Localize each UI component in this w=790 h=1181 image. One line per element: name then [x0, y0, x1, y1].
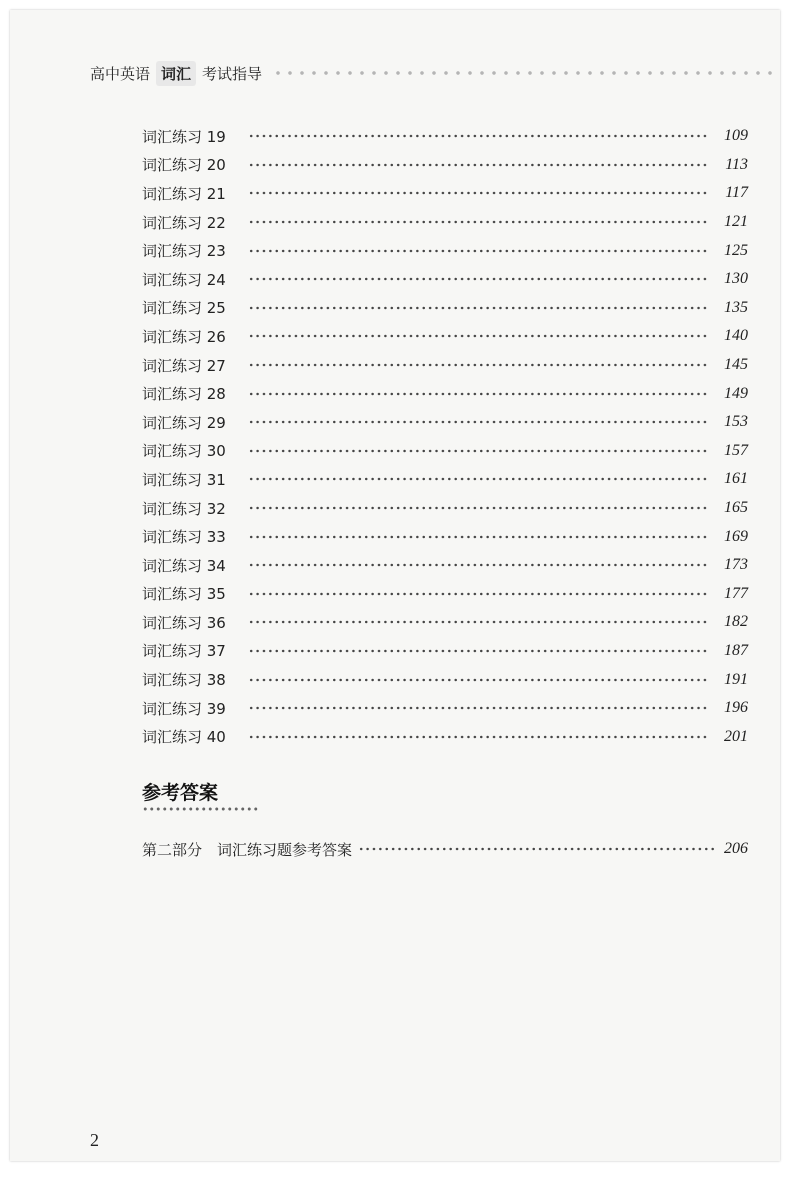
toc-entry-page: 130 [724, 270, 748, 288]
answers-heading: 参考答案 [142, 782, 219, 804]
toc-entry-page: 157 [724, 441, 748, 459]
toc-entry-label: 词汇练习 37 [142, 642, 226, 661]
toc-entry-label: 词汇练习 40 [142, 728, 226, 747]
toc-entry-page: 169 [724, 527, 748, 545]
dot-leader [248, 249, 710, 253]
dot-leader [248, 334, 710, 338]
dot-leader [248, 706, 710, 710]
toc-entry-label: 第二部分 词汇练习题参考答案 [142, 840, 353, 859]
dot-leader [248, 678, 710, 682]
toc-entry-page: 113 [725, 155, 748, 173]
dot-leader [248, 477, 710, 481]
book-page [10, 10, 780, 1161]
toc-entry-label: 词汇练习 25 [142, 299, 226, 318]
dot-leader [248, 535, 710, 539]
toc-entry-page: 153 [724, 413, 748, 431]
toc-entry-page: 187 [724, 641, 748, 659]
dot-leader [248, 163, 710, 167]
toc-entry-label: 词汇练习 30 [142, 442, 226, 461]
dot-leader [248, 277, 710, 281]
toc-entry[interactable] [142, 694, 748, 723]
dot-leader [248, 620, 710, 624]
toc-entry[interactable] [142, 522, 748, 551]
toc-entry-label: 词汇练习 22 [142, 213, 226, 232]
dot-leader [248, 392, 710, 396]
toc-entry-label: 词汇练习 20 [142, 156, 226, 175]
toc-entry[interactable] [142, 494, 748, 523]
toc-entry[interactable] [142, 665, 748, 694]
toc-entry-label: 词汇练习 28 [142, 385, 226, 404]
dot-leader [248, 506, 710, 510]
toc-entry[interactable] [142, 151, 748, 180]
toc-entry-label: 词汇练习 19 [142, 127, 226, 146]
toc-entry[interactable] [142, 351, 748, 380]
page-number: 2 [90, 1130, 99, 1150]
toc-entry-page: 135 [724, 298, 748, 316]
toc-entry[interactable] [142, 408, 748, 437]
toc-entry-label: 词汇练习 33 [142, 528, 226, 547]
toc-entry-label: 词汇练习 34 [142, 556, 226, 575]
dot-leader [248, 420, 710, 424]
toc-entry[interactable] [142, 465, 748, 494]
toc-entry-page: 173 [724, 556, 748, 574]
toc-entry-page: 191 [724, 670, 748, 688]
toc-entry[interactable] [142, 580, 748, 609]
toc-entry-page: 182 [724, 613, 748, 631]
toc-entry[interactable] [142, 294, 748, 323]
dot-leader [358, 847, 716, 851]
toc-entry[interactable] [142, 122, 748, 151]
header-badge: 词汇 [156, 61, 196, 86]
toc-entry-label: 词汇练习 38 [142, 671, 226, 690]
toc-entry[interactable] [142, 437, 748, 466]
toc-entry-page: 206 [724, 840, 748, 857]
toc-entry[interactable] [142, 637, 748, 666]
dot-leader [248, 363, 710, 367]
toc-entry-page: 161 [724, 470, 748, 488]
toc-entry[interactable] [142, 179, 748, 208]
toc-entry-page: 201 [724, 727, 748, 745]
toc-entry-label: 词汇练习 26 [142, 327, 226, 346]
running-header [90, 58, 774, 88]
dot-leader [248, 191, 710, 195]
toc-entry[interactable] [142, 322, 748, 351]
dot-leader [248, 306, 710, 310]
dot-leader [248, 449, 710, 453]
toc-entry-label: 词汇练习 39 [142, 699, 226, 718]
toc-entry[interactable] [142, 722, 748, 751]
toc-entry[interactable] [142, 379, 748, 408]
toc-entry[interactable] [142, 608, 748, 637]
toc-entry-label: 词汇练习 27 [142, 356, 226, 375]
dot-leader [248, 563, 710, 567]
dot-leader [248, 134, 710, 138]
toc-entry-label: 词汇练习 36 [142, 613, 226, 632]
toc-entry-label: 词汇练习 32 [142, 499, 226, 518]
toc-entry-page: 125 [724, 241, 748, 259]
dot-leader [248, 220, 710, 224]
toc-entry-page: 109 [724, 127, 748, 145]
toc-entry-page: 177 [724, 584, 748, 602]
header-subtitle: 考试指导 [202, 64, 263, 83]
toc-entry-page: 165 [724, 499, 748, 517]
header-dot-rule [272, 70, 774, 76]
heading-dot-underline [142, 806, 260, 812]
toc-entry-label: 词汇练习 23 [142, 242, 226, 261]
table-of-contents [142, 122, 748, 751]
toc-entry-answers[interactable] [142, 834, 748, 864]
toc-entry-label: 词汇练习 35 [142, 585, 226, 604]
toc-entry-page: 149 [724, 384, 748, 402]
toc-entry-page: 145 [724, 356, 748, 374]
toc-entry-label: 词汇练习 29 [142, 413, 226, 432]
toc-entry[interactable] [142, 236, 748, 265]
toc-entry[interactable] [142, 265, 748, 294]
dot-leader [248, 649, 710, 653]
toc-entry-page: 117 [725, 184, 748, 202]
toc-entry-label: 词汇练习 31 [142, 470, 226, 489]
toc-entry-page: 140 [724, 327, 748, 345]
book-title: 高中英语 [90, 64, 151, 83]
toc-entry[interactable] [142, 208, 748, 237]
toc-entry[interactable] [142, 551, 748, 580]
toc-entry-page: 121 [724, 213, 748, 231]
dot-leader [248, 592, 710, 596]
toc-entry-page: 196 [724, 699, 748, 717]
toc-entry-label: 词汇练习 21 [142, 184, 226, 203]
toc-entry-label: 词汇练习 24 [142, 270, 226, 289]
dot-leader [248, 735, 710, 739]
